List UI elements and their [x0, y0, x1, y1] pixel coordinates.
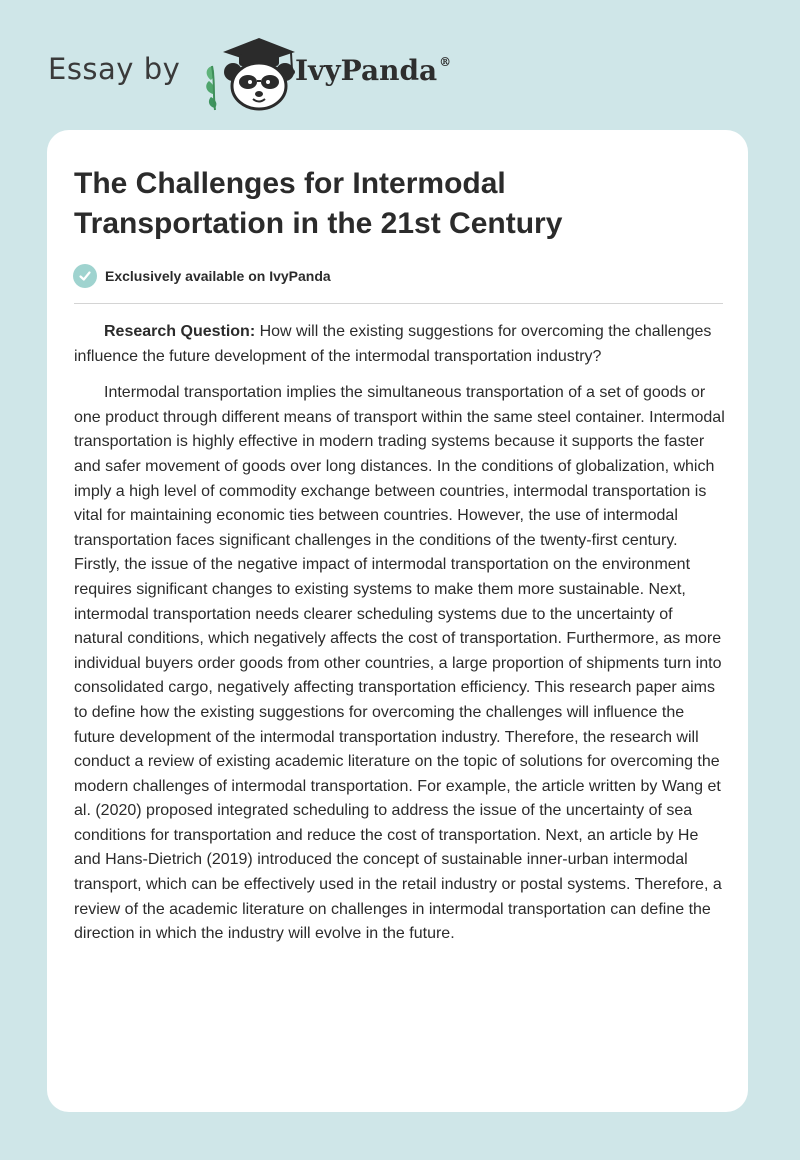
research-question-text: How will the existing suggestions for overcoming the challenges influence the future development of the intermodal transportation industry?: [74, 323, 712, 365]
panda-graduate-logo-icon[interactable]: [203, 36, 303, 112]
site-header: [48, 32, 748, 112]
brand-name[interactable]: IvyPanda ®: [295, 54, 452, 87]
check-circle-icon: [73, 264, 97, 288]
research-question-label: Research Question:: [104, 323, 256, 340]
exclusive-badge: [73, 263, 331, 289]
divider: [74, 303, 723, 304]
essay-title: The Challenges for Intermodal Transportation in the 21st Century: [74, 167, 563, 240]
research-question: [74, 320, 725, 369]
essay-by-label: Essay by: [48, 52, 181, 86]
essay-card: [47, 130, 748, 1112]
body-paragraph: Intermodal transportation implies the simultaneous transportation of a set of goods or one product through different means of transport within the same steel container. Intermodal transportation is highly effective in modern trading systems because it supports the faster and safer movement of goods over long distances. In the conditions of globalization, which imply a high level of commodity exchange between countries, intermodal transportation is vital for maintaining economic ties between countries. However, the use of intermodal transportation faces significant challenges in the conditions of the twenty-first century. Firstly, the issue of the negative impact of intermodal transportation on the environment requires significant changes to existing systems to make them more sustainable. Next, intermodal transportation needs clearer scheduling systems due to the uncertainty of natural conditions, which negatively affects the cost of transportation. Furthermore, as more individual buyers order goods from other countries, a large proportion of shipments turn into consolidated cargo, negatively affecting transportation efficiency. This research paper aims to define how the existing suggestions for overcoming the challenges will influence the future development of the intermodal transportation industry. Therefore, the research will conduct a review of existing academic literature on the topic of solutions for overcoming the modern challenges of intermodal transportation. For example, the article written by Wang et al. (2020) proposed integrated scheduling to address the issue of the uncertainty of sea conditions for transportation and reduce the cost of transportation. Next, an article by He and Hans-Dietrich (2019) introduced the concept of sustainable inner-urban intermodal transport, which can be effectively used in the retail industry or postal systems. Therefore, a review of the academic literature on challenges in intermodal transportation can define the direction in which the industry will evolve in the future.: [74, 384, 725, 943]
badge-label: Exclusively available on IvyPanda: [105, 268, 331, 284]
essay-body: [74, 320, 725, 959]
